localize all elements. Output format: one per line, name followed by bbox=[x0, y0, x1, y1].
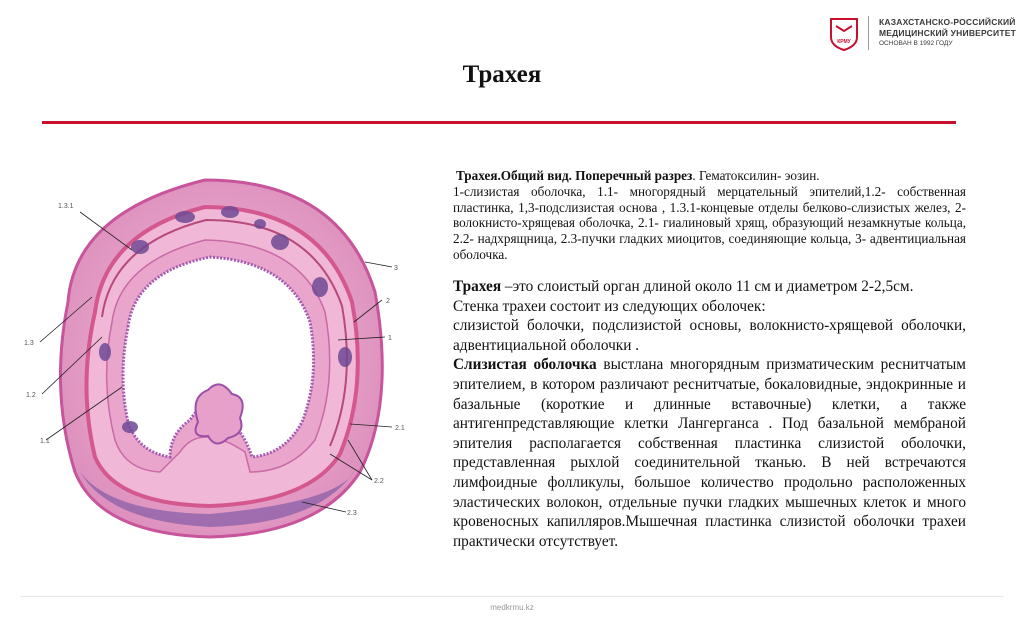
header-divider bbox=[868, 16, 869, 50]
logo-text: КРМУ bbox=[837, 39, 851, 45]
caption-legend: 1-слизистая оболочка, 1.1- многорядный мерцательный эпителий,1.2- собственная пластинка, 1,3-подслизистая основа , 1.3.1-концевые отделы белково-слизистых желез, 2- волокнисто-хрящевая оболочка, 2.1- гиалиновый хрящ, образующий незамкнутые кольца, 2.2- надхрящница, 2.3-пучки гладких миоцитов, соединяющие кольца, 3- адвентициальная оболочка. bbox=[453, 183, 966, 262]
university-name bbox=[879, 17, 1016, 49]
body-paragraph-4: выстлана многорядным призматическим реснитчатым эпителием, в котором различают реснитчатые, бокаловидные, эндокринные и базальные (короткие и длинные вставочные) клетки, а также антигенпредставляющие клетки Лангерганса . Под базальной мембраной эпителия располагается собственная пластинка слизистой оболочки, представленная рыхлой соединительной тканью. В ней встречаются лимфоидные фолликулы, большое количество продольно расположенных эластических волокон, отдельные пучки гладких мышечных клеток и много кровеносных капилляров.Мышечная пластинка слизистой оболочки трахеи практически отсутствует. bbox=[453, 356, 966, 550]
university-logo bbox=[829, 17, 859, 51]
body-term-trachea: Трахея bbox=[453, 278, 502, 295]
figure-label-1-2: 1.2 bbox=[26, 392, 36, 399]
caption-title-bold: Трахея.Общий вид. Поперечный разрез bbox=[456, 168, 693, 183]
figure-label-2-1: 2.1 bbox=[395, 425, 405, 432]
figure-label-3: 3 bbox=[394, 265, 398, 272]
figure-label-1-1: 1.1 bbox=[40, 438, 50, 445]
body-paragraph-2: Стенка трахеи состоит из следующих оболочек: bbox=[453, 297, 766, 315]
footer-divider bbox=[20, 596, 1004, 597]
caption-title-rest: . Гематоксилин- эозин. bbox=[692, 168, 820, 183]
title-underline bbox=[42, 121, 956, 124]
figure-label-1: 1 bbox=[388, 335, 392, 342]
body-paragraph-1: –это слоистый орган длиной около 11 см и диаметром 2-2,5см. bbox=[501, 278, 914, 295]
trachea-cross-section-figure bbox=[20, 172, 415, 547]
slide-title: Трахея bbox=[462, 61, 542, 88]
body-paragraph-3: слизистой болочки, подслизистой основы, волокнисто-хрящевой оболочки, адвентициальной оболочки . bbox=[453, 317, 966, 354]
university-line-2: МЕДИЦИНСКИЙ УНИВЕРСИТЕТ bbox=[879, 27, 1016, 38]
figure-label-1-3: 1.3 bbox=[24, 340, 34, 347]
body-text bbox=[453, 277, 966, 551]
figure-label-1-3-1: 1.3.1 bbox=[58, 203, 74, 210]
university-line-1: КАЗАХСТАНСКО-РОССИЙСКИЙ bbox=[879, 17, 1016, 27]
figure-label-2-2: 2.2 bbox=[374, 478, 384, 485]
footer-website: medkrmu.kz bbox=[490, 603, 534, 612]
university-founded: ОСНОВАН В 1992 ГОДУ bbox=[879, 40, 953, 47]
figure-label-2: 2 bbox=[386, 298, 390, 305]
figure-caption bbox=[453, 168, 966, 263]
body-term-mucosa: Слизистая оболочка bbox=[453, 356, 597, 374]
figure-label-2-3: 2.3 bbox=[347, 510, 357, 517]
